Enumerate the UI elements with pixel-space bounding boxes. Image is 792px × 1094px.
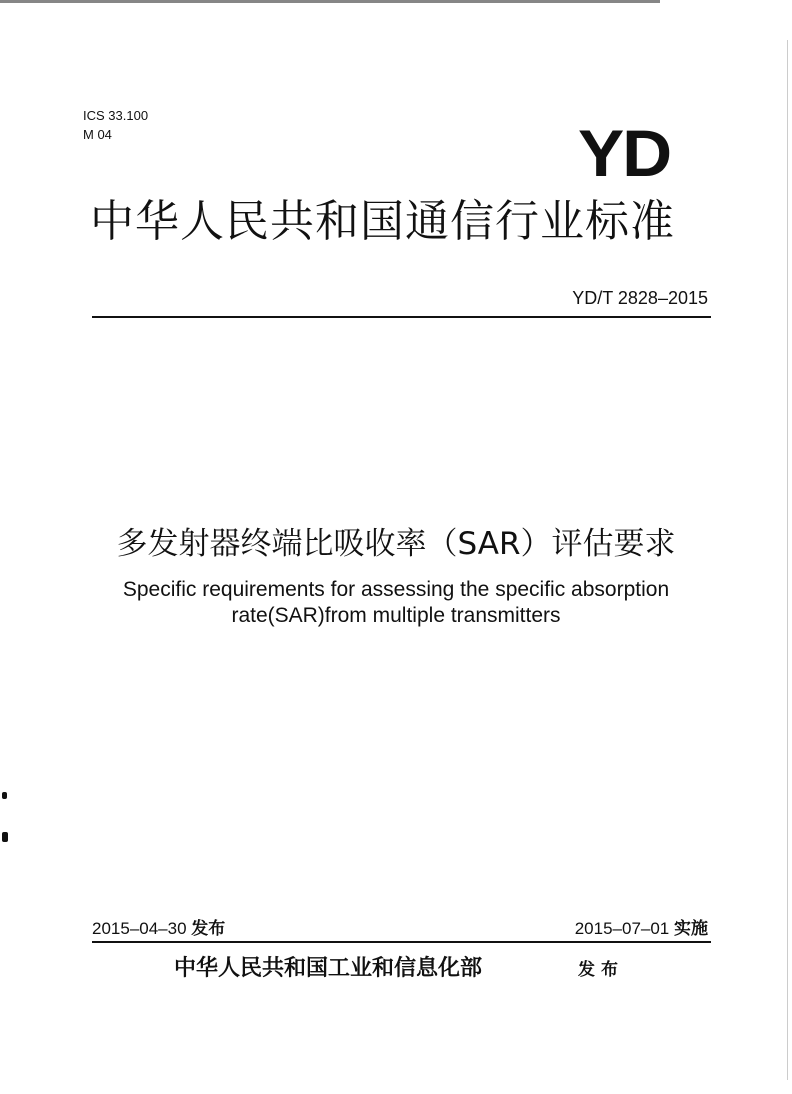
scan-edge-top: [0, 0, 660, 3]
ics-code: ICS 33.100: [83, 108, 149, 123]
classification-codes: [83, 106, 148, 144]
publish-verb: 发布: [578, 960, 624, 980]
issue-date-value: 2015–04–30: [92, 919, 187, 938]
implementation-date: [575, 919, 708, 939]
issue-date: [92, 919, 225, 939]
publisher-name: 中华人民共和国工业和信息化部: [174, 955, 483, 981]
divider-bottom: [92, 941, 711, 943]
implementation-date-value: 2015–07–01: [574, 919, 670, 938]
divider-top: [92, 316, 711, 318]
standard-title: 中华人民共和国通信行业标准: [90, 196, 675, 247]
document-title-en-line1: Specific requirements for assessing the specific absorption: [122, 578, 670, 601]
scan-mark: [2, 792, 7, 799]
implementation-date-label: 实施: [674, 919, 708, 939]
document-title-en-line2: rate(SAR)from multiple transmitters: [231, 604, 561, 627]
document-title-en: [0, 577, 792, 629]
document-title-zh: 多发射器终端比吸收率（SAR）评估要求: [116, 526, 676, 562]
scan-mark: [2, 832, 8, 842]
standard-number: YD/T 2828–2015: [572, 288, 708, 308]
yd-logo: YD: [578, 116, 671, 190]
issue-date-label: 发布: [191, 919, 226, 939]
category-code: M 04: [83, 127, 112, 142]
